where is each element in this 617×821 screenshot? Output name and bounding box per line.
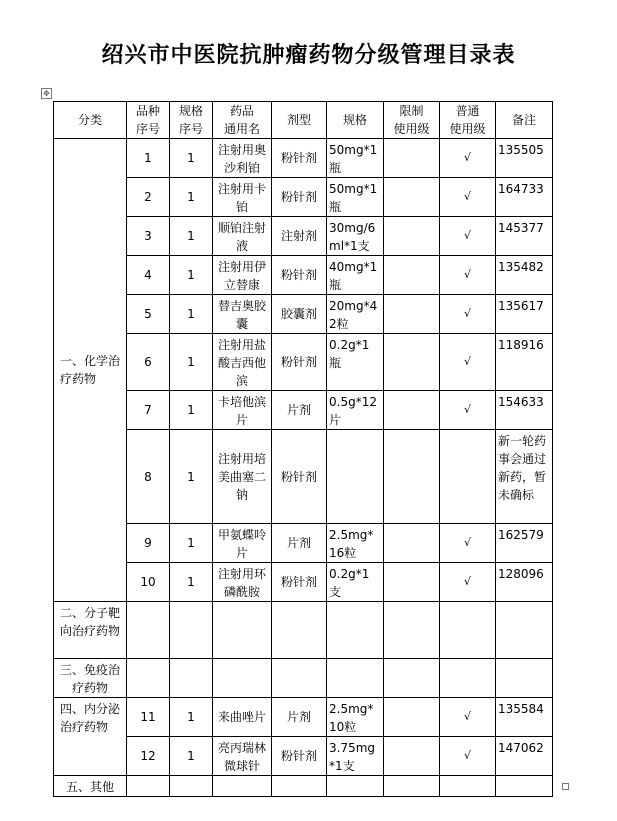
header-generic-name: 药品 通用名 [213,102,272,139]
dosage-form: 粉针剂 [272,139,327,178]
header-spec-no: 规格 序号 [170,102,213,139]
empty-cell [440,602,496,659]
generic-name: 甲氨蝶呤片 [213,524,272,563]
category-immune: 三、免疫治疗药物 [54,659,127,698]
restricted-cell [384,256,440,295]
table-row [54,698,553,737]
empty-cell [213,659,272,698]
remark: 145377 [496,217,553,256]
spec-no: 1 [170,178,213,217]
empty-cell [496,659,553,698]
normal-check: √ [440,217,496,256]
variety-no: 6 [127,334,170,391]
header-restricted: 限制 使用级 [384,102,440,139]
normal-check: √ [440,334,496,391]
normal-check: √ [440,256,496,295]
variety-no: 9 [127,524,170,563]
generic-name: 注射用奥沙利铂 [213,139,272,178]
table-row [54,256,553,295]
empty-cell [272,602,327,659]
remark: 154633 [496,391,553,430]
empty-cell [384,602,440,659]
empty-cell [496,602,553,659]
variety-no: 2 [127,178,170,217]
normal-check: √ [440,698,496,737]
variety-no: 10 [127,563,170,602]
empty-cell [496,776,553,797]
remark: 135482 [496,256,553,295]
table-row [54,217,553,256]
table-row [54,659,553,698]
dosage-form: 片剂 [272,698,327,737]
table-row [54,776,553,797]
header-spec: 规格 [327,102,384,139]
dosage-form: 胶囊剂 [272,295,327,334]
table-move-handle-icon[interactable]: ✥ [41,88,52,99]
generic-name: 来曲唑片 [213,698,272,737]
remark: 新一轮药事会通过新药，暂未确标 [496,430,553,524]
empty-cell [127,776,170,797]
spec-no: 1 [170,139,213,178]
spec: 40mg*1瓶 [327,256,384,295]
normal-check: √ [440,178,496,217]
empty-cell [272,659,327,698]
table-row [54,295,553,334]
dosage-form: 粉针剂 [272,334,327,391]
restricted-cell [384,698,440,737]
spec-no: 1 [170,256,213,295]
variety-no: 12 [127,737,170,776]
table-row [54,178,553,217]
table-resize-handle-icon[interactable] [562,783,569,790]
remark: 118916 [496,334,553,391]
header-variety-no: 品种 序号 [127,102,170,139]
spec-no: 1 [170,698,213,737]
empty-cell [127,602,170,659]
empty-cell [440,659,496,698]
dosage-form: 粉针剂 [272,256,327,295]
generic-name: 亮丙瑞林微球针 [213,737,272,776]
spec-no: 1 [170,737,213,776]
spec: 30mg/6ml*1支 [327,217,384,256]
spec-no: 1 [170,391,213,430]
empty-cell [327,776,384,797]
dosage-form: 粉针剂 [272,563,327,602]
empty-cell [384,659,440,698]
variety-no: 1 [127,139,170,178]
spec-no: 1 [170,217,213,256]
spec-no: 1 [170,524,213,563]
spec: 2.5mg*16粒 [327,524,384,563]
generic-name: 顺铂注射液 [213,217,272,256]
empty-cell [327,659,384,698]
table-row [54,139,553,178]
spec: 3.75mg*1支 [327,737,384,776]
table-row [54,737,553,776]
empty-cell [213,776,272,797]
restricted-cell [384,524,440,563]
spec: 50mg*1瓶 [327,178,384,217]
category-other: 五、其他 [54,776,127,797]
table-row [54,334,553,391]
variety-no: 4 [127,256,170,295]
spec: 20mg*42粒 [327,295,384,334]
dosage-form: 粉针剂 [272,178,327,217]
spec: 0.2g*1支 [327,563,384,602]
remark: 135617 [496,295,553,334]
table-row [54,524,553,563]
restricted-cell [384,217,440,256]
empty-cell [440,776,496,797]
spec-no: 1 [170,430,213,524]
table-row [54,430,553,524]
restricted-cell [384,737,440,776]
generic-name: 注射用环磷酰胺 [213,563,272,602]
empty-cell [170,602,213,659]
generic-name: 注射用培美曲塞二钠 [213,430,272,524]
generic-name: 卡培他滨片 [213,391,272,430]
restricted-cell [384,295,440,334]
dosage-form: 粉针剂 [272,737,327,776]
empty-cell [170,776,213,797]
restricted-cell [384,391,440,430]
restricted-cell [384,430,440,524]
spec-no: 1 [170,563,213,602]
dosage-form: 注射剂 [272,217,327,256]
table-row [54,602,553,659]
spec: 2.5mg*10粒 [327,698,384,737]
generic-name: 替吉奥胶囊 [213,295,272,334]
variety-no: 8 [127,430,170,524]
restricted-cell [384,178,440,217]
restricted-cell [384,139,440,178]
header-normal: 普通 使用级 [440,102,496,139]
remark: 164733 [496,178,553,217]
normal-check: √ [440,139,496,178]
normal-cell [440,430,496,524]
header-category: 分类 [54,102,127,139]
spec: 50mg*1瓶 [327,139,384,178]
remark: 135505 [496,139,553,178]
normal-check: √ [440,391,496,430]
variety-no: 11 [127,698,170,737]
empty-cell [127,659,170,698]
remark: 162579 [496,524,553,563]
variety-no: 3 [127,217,170,256]
table-row [54,563,553,602]
dosage-form: 片剂 [272,524,327,563]
normal-check: √ [440,295,496,334]
remark: 135584 [496,698,553,737]
spec: 0.5g*12片 [327,391,384,430]
table-row [54,391,553,430]
variety-no: 7 [127,391,170,430]
empty-cell [170,659,213,698]
dosage-form: 粉针剂 [272,430,327,524]
spec [327,430,384,524]
dosage-form: 片剂 [272,391,327,430]
restricted-cell [384,563,440,602]
generic-name: 注射用盐酸吉西他滨 [213,334,272,391]
normal-check: √ [440,737,496,776]
variety-no: 5 [127,295,170,334]
empty-cell [213,602,272,659]
generic-name: 注射用伊立替康 [213,256,272,295]
empty-cell [272,776,327,797]
normal-check: √ [440,563,496,602]
restricted-cell [384,334,440,391]
generic-name: 注射用卡铂 [213,178,272,217]
spec: 0.2g*1瓶 [327,334,384,391]
remark: 128096 [496,563,553,602]
header-remark: 备注 [496,102,553,139]
category-targeted: 二、分子靶向治疗药物 [54,602,127,659]
normal-check: √ [440,524,496,563]
remark: 147062 [496,737,553,776]
header-dosage-form: 剂型 [272,102,327,139]
empty-cell [384,776,440,797]
spec-no: 1 [170,295,213,334]
spec-no: 1 [170,334,213,391]
category-endocrine: 四、内分泌治疗药物 [54,698,127,776]
category-chem: 一、化学治疗药物 [54,139,127,602]
empty-cell [327,602,384,659]
header-row [54,102,553,139]
drug-catalog-table [53,101,553,797]
page-title: 绍兴市中医院抗肿瘤药物分级管理目录表 [101,43,516,68]
